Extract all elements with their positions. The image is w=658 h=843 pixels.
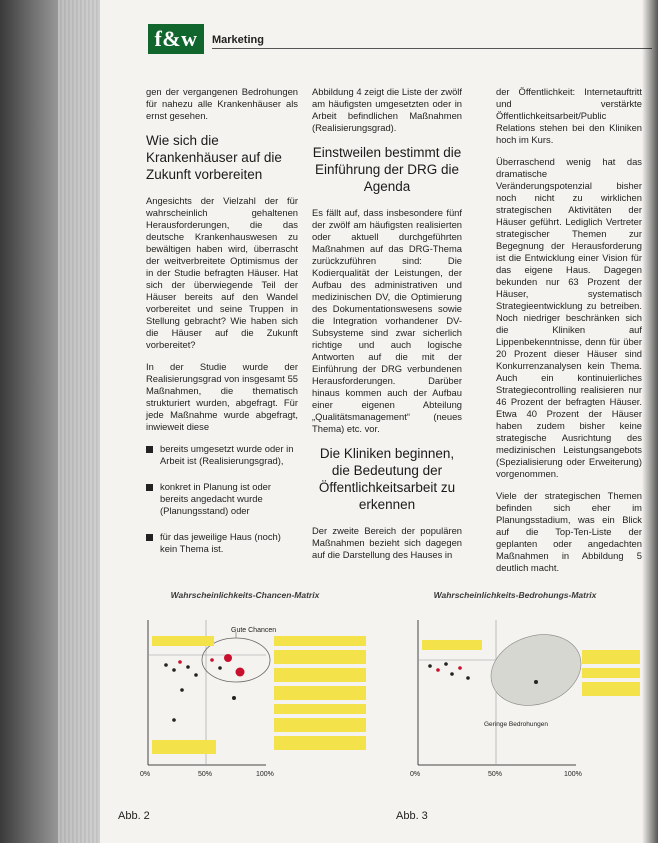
scatter-point [224, 654, 232, 662]
col1-heading: Wie sich die Krankenhäuser auf die Zukunft vorbereiten [146, 133, 282, 182]
threats-matrix-chart [386, 570, 644, 800]
threat-callout-label: Geringe Bedrohungen [484, 721, 548, 728]
col2-paragraph-2: Es fällt auf, dass insbesondere fünf der zwölf am häufigsten realisierten oder aktuell durchgeführten Maßnahmen auf das DRG-Thema zurückzuführen sind: Die Kodierqualität der Leistungen, der Aufbau des administrativen und medizinischen DV, die Optimierung des Dokumentationswesens sowie die Integration vorhandener DV-Subsysteme sind zwar sicherlich richtige und auch logische Antworten auf die mit der Einführung der DRG verbundenen Herausforderungen. Darüber hinaus kommen auch der Aufbau einer eigenen Abteilung „Qualitätsmanagement“ (neues Thema) etc. vor. [312, 207, 462, 434]
chance-callout-label: Gute Chancen [231, 627, 277, 634]
threat-ellipse [482, 623, 591, 716]
text-column-1 [146, 86, 298, 569]
text-column-3 [496, 86, 642, 584]
col1-intro: gen der vergangenen Bedrohungen für nahezu alle Krankenhäuser als ernst gesehen. [146, 86, 298, 121]
legend-label-box [274, 636, 366, 646]
chances-matrix-figure [116, 570, 374, 800]
figure-caption-3: Abb. 3 [396, 810, 428, 822]
measure-bullet-list [146, 443, 298, 555]
legend-label-box [274, 718, 366, 732]
legend-label-box [422, 640, 482, 650]
scatter-point [436, 668, 440, 672]
col1-paragraph-1: Angesichts der Vielzahl der für wahrscheinlich gehaltenen Herausforderungen, die das deutsche Krankenhauswesen zu bewältigen haben wird, überrascht der weitverbreitete Optimismus der in der Studie befragten Häuser. Hat sich der überwiegende Teil der Häuser bereits auf den Wandel vorbereitet und seine Truppen in Stellung gebracht? Wie haben sich die Häuser auf die Zukunft vorbereitet? [146, 195, 298, 350]
scatter-point [236, 668, 245, 677]
scatter-point [172, 718, 176, 722]
figure-area [110, 570, 658, 828]
col1-paragraph-2: In der Studie wurde der Realisierungsgrad von insgesamt 55 Maßnahmen, die thematisch strukturiert wurden, abgefragt. Für jede Maßnahme wurde abgefragt, inwieweit diese [146, 361, 298, 432]
scatter-point [186, 665, 190, 669]
figure-caption-2: Abb. 2 [118, 810, 150, 822]
legend-label-box [582, 682, 640, 696]
text-column-2 [312, 86, 462, 571]
col3-paragraph-2: Überraschend wenig hat das dramatische Veränderungspotenzial bisher noch nicht zu wirklichen strategischen Aktivitäten der Häuser geführt. Lediglich Vertreter strategischer Themen zur Begegnung der Herausforderung ist die Entwicklung einer Vision für das eigene Haus. Dagegen bekunden nur 63 Prozent der Häuser, systematisch Strategieentwicklung zu betreiben. Noch niedriger beschränken sich die Kliniken auf Lippenbekenntnisse, denn für über 20 Prozent dieser Häuser sind Konkurrenzanalysen kein Thema. Auch ein kontinuierliches Strategiecontrolling realisieren nur 46 Prozent der befragten Häuser. Etwa 40 Prozent der Häuser haben zudem bisher keine strategische Ausrichtung des medizinischen Leistungsangebots (Spezialisierung oder Erweiterung) vorgenommen. [496, 156, 642, 479]
x-tick-label: 100% [564, 771, 582, 778]
x-tick-label: 50% [198, 771, 213, 778]
col2-heading-1: Einstweilen bestimmt die Einführung der DRG die Agenda [312, 145, 462, 194]
scatter-point [210, 658, 214, 662]
x-tick-label: 100% [256, 771, 274, 778]
col2-paragraph-1: Abbildung 4 zeigt die Liste der zwölf am häufigsten umgesetzten oder in Arbeit befindlichen Maßnahmen (Realisierungsgrad). [312, 86, 462, 133]
bullet-item: für das jeweilige Haus (noch) kein Thema ist. [146, 531, 298, 555]
chances-matrix-title: Wahrscheinlichkeits-Chancen-Matrix [170, 590, 320, 600]
scatter-point [172, 668, 176, 672]
publication-logo: f&w [148, 24, 204, 54]
scatter-point [444, 662, 448, 666]
header-divider [212, 48, 652, 49]
section-label: Marketing [212, 34, 264, 46]
x-tick-label: 0% [140, 771, 151, 778]
bullet-item: bereits umgesetzt wurde oder in Arbeit ist (Realisierungsgrad), [146, 443, 298, 467]
legend-label-box [152, 740, 216, 754]
x-tick-label: 0% [410, 771, 421, 778]
scatter-point [180, 688, 184, 692]
scatter-point [428, 664, 432, 668]
scatter-point [232, 696, 236, 700]
legend-label-box [274, 650, 366, 664]
legend-label-box [152, 636, 214, 646]
scatter-point [164, 663, 168, 667]
col2-paragraph-3: Der zweite Bereich der populären Maßnahmen bezieht sich dagegen auf die Darstellung des Hauses in [312, 525, 462, 560]
legend-label-box [582, 668, 640, 678]
threats-matrix-title: Wahrscheinlichkeits-Bedrohungs-Matrix [433, 590, 597, 600]
scatter-point [466, 676, 470, 680]
magazine-page [100, 0, 658, 843]
legend-label-box [274, 736, 366, 750]
page-stack [58, 0, 98, 843]
bullet-item: konkret in Planung ist oder bereits angedacht wurde (Planungsstand) oder [146, 481, 298, 517]
legend-label-box [274, 704, 366, 714]
col2-heading-2: Die Kliniken beginnen, die Bedeutung der Öffentlichkeitsarbeit zu erkennen [318, 446, 456, 512]
legend-label-box [274, 668, 366, 682]
gutter-shadow [642, 0, 658, 843]
scatter-point [458, 666, 462, 670]
scatter-point [450, 672, 454, 676]
scatter-point [194, 673, 198, 677]
chances-matrix-chart [116, 570, 374, 800]
scatter-point [534, 680, 538, 684]
col3-paragraph-1: der Öffentlichkeit: Internetauftritt und verstärkte Öffentlichkeitsarbeit/Public Relations stehen bei den Kliniken hoch im Kurs. [496, 86, 642, 145]
col3-paragraph-3: Viele der strategischen Themen befinden sich eher im Planungsstadium, was ein Blick auf die Top-Ten-Liste der geplanten oder angedachten Maßnahmen in Abbildung 5 deutlich macht. [496, 490, 642, 573]
threats-matrix-figure [386, 570, 644, 800]
scatter-point [178, 660, 182, 664]
x-tick-label: 50% [488, 771, 503, 778]
legend-label-box [274, 686, 366, 700]
scatter-markers [164, 654, 244, 722]
legend-label-stack [152, 636, 366, 754]
legend-label-box [582, 650, 640, 664]
scatter-point [218, 666, 222, 670]
